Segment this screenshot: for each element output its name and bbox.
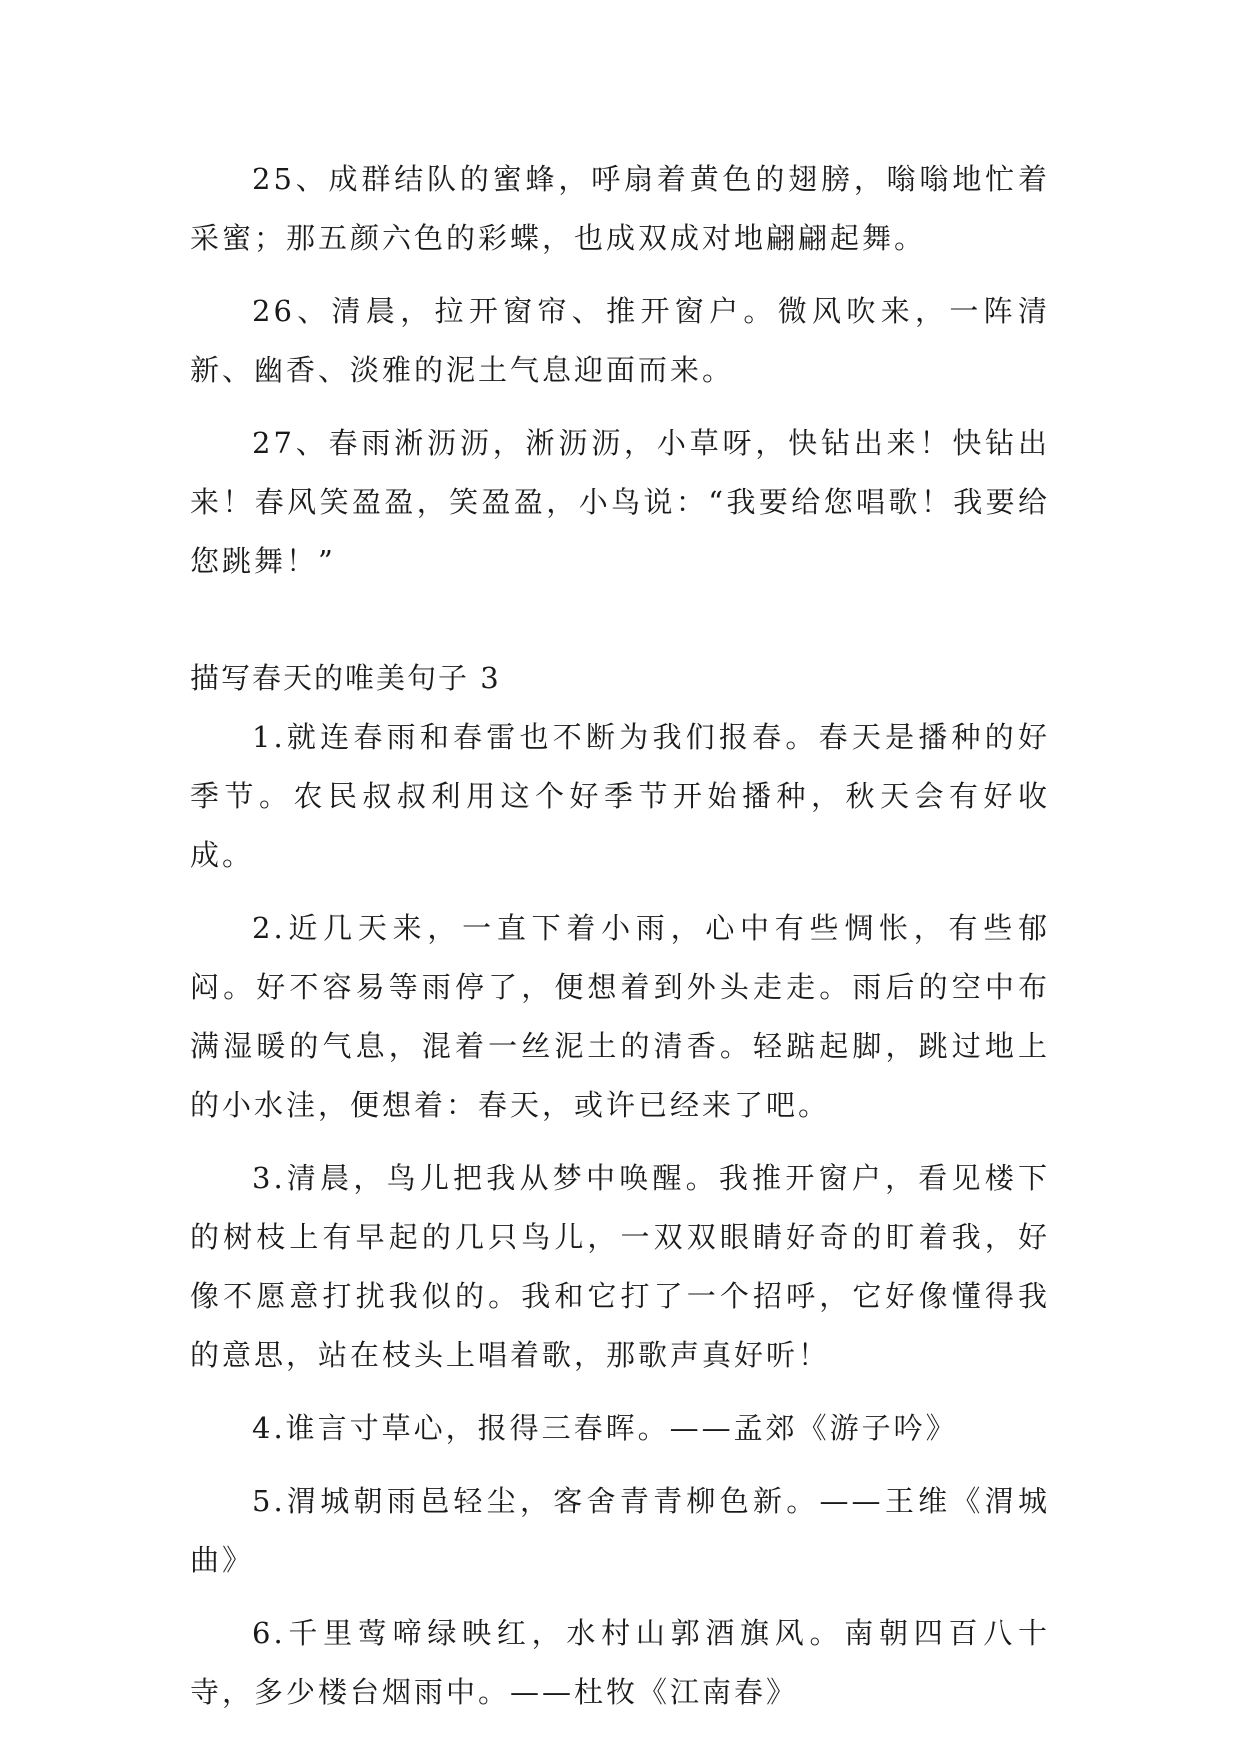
section-paragraph-3: 3.清晨，鸟儿把我从梦中唤醒。我推开窗户，看见楼下的树枝上有早起的几只鸟儿，一双双眼睛好奇的盯着我，好像不愿意打扰我似的。我和它打了一个招呼，它好像懂得我的意思，站在枝头上唱着歌，那歌声真好听！	[190, 1161, 1050, 1372]
paragraph-25: 25、成群结队的蜜蜂，呼扇着黄色的翅膀，嗡嗡地忙着采蜜；那五颜六色的彩蝶，也成双成对地翩翩起舞。	[190, 162, 1050, 255]
document-page	[190, 150, 1050, 1722]
section-paragraph-4: 4.谁言寸草心，报得三春晖。——孟郊《游子吟》	[252, 1411, 958, 1445]
section-paragraph-1: 1.就连春雨和春雷也不断为我们报春。春天是播种的好季节。农民叔叔利用这个好季节开始播种，秋天会有好收成。	[190, 720, 1050, 872]
paragraph-26: 26、清晨，拉开窗帘、推开窗户。微风吹来，一阵清新、幽香、淡雅的泥土气息迎面而来。	[190, 294, 1050, 387]
paragraph-27: 27、春雨淅沥沥，淅沥沥，小草呀，快钻出来！快钻出来！春风笑盈盈，笑盈盈，小鸟说：“我要给您唱歌！我要给您跳舞！”	[190, 426, 1050, 578]
section-paragraph-2: 2.近几天来，一直下着小雨，心中有些惆怅，有些郁闷。好不容易等雨停了，便想着到外头走走。雨后的空中布满湿暖的气息，混着一丝泥土的清香。轻踮起脚，跳过地上的小水洼，便想着：春天，或许已经来了吧。	[190, 911, 1050, 1122]
section-title: 描写春天的唯美句子 3	[190, 661, 501, 695]
section-paragraph-6: 6.千里莺啼绿映红，水村山郭酒旗风。南朝四百八十寺，多少楼台烟雨中。——杜牧《江南春》	[190, 1616, 1050, 1709]
section-paragraph-5: 5.渭城朝雨邑轻尘，客舍青青柳色新。——王维《渭城曲》	[190, 1484, 1050, 1577]
